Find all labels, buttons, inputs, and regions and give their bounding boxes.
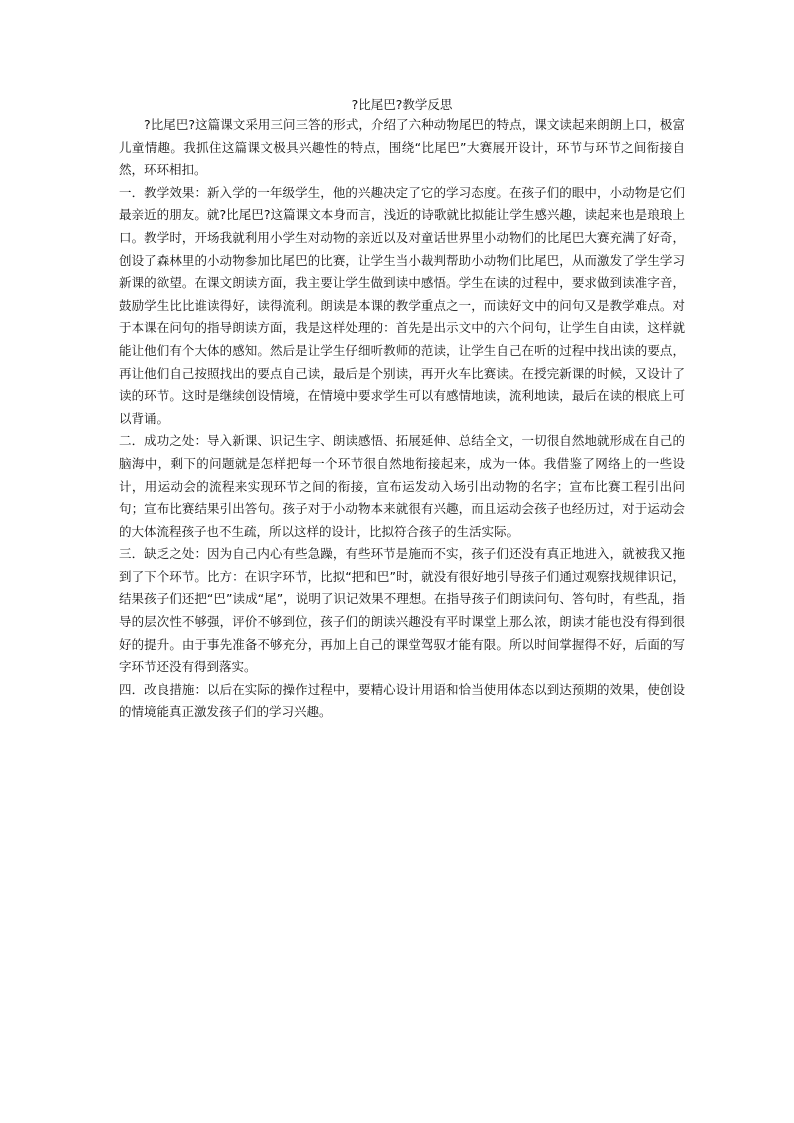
document-page [119,96,685,724]
teaching-effect-paragraph: 一．教学效果：新入学的一年级学生，他的兴趣决定了它的学习态度。在孩子们的眼中，小动物是它们最亲近的朋友。就?比尾巴?这篇课文本身而言，浅近的诗歌就比拟能让学生感兴趣，读起来也是琅琅上口。教学时，开场我就利用小学生对动物的亲近以及对童话世界里小动物们的比尾巴大赛充满了好奇，创设了森林里的小动物参加比尾巴的比赛，让学生当小裁判帮助小动物们比尾巴，从而激发了学生学习新课的欲望。在课文朗读方面，我主要让学生做到读中感悟。学生在读的过程中，要求做到读准字音，鼓励学生比比谁读得好，读得流利。朗读是本课的教学重点之一，而读好文中的问句又是教学难点。对于本课在问句的指导朗读方面，我是这样处理的：首先是出示文中的六个问句，让学生自由读，这样就能让他们有个大体的感知。然后是让学生仔细听教师的范读，让学生自己在听的过程中找出读的要点，再让他们自己按照找出的要点自己读，最后是个别读，再开火车比赛读。在授完新课的时候，又设计了读的环节。这时是继续创设情境，在情境中要求学生可以有感情地读，流利地读，最后在读的根底上可以背诵。 [119,184,685,426]
shortcomings-paragraph: 三．缺乏之处：因为自己内心有些急躁，有些环节是施而不实，孩子们还没有真正地进入，就被我又拖到了下个环节。比方：在识字环节，比拟“把和巴”时，就没有很好地引导孩子们通过观察找规律识记，结果孩子们还把“巴”读成“尾”，说明了识记效果不理想。在指导孩子们朗读问句、答句时，有些乱，指导的层次性不够强，评价不够到位，孩子们的朗读兴趣没有平时课堂上那么浓，朗读才能也没有得到很好的提升。由于事先准备不够充分，再加上自己的课堂驾驭才能有限。所以时间掌握得不好，后面的写字环节还没有得到落实。 [119,546,685,675]
improvement-paragraph: 四．改良措施：以后在实际的操作过程中，要精心设计用语和恰当使用体态以到达预期的效果，使创设的情境能真正激发孩子们的学习兴趣。 [119,681,685,720]
document-title: ?比尾巴?教学反思 [351,97,453,112]
success-paragraph: 二．成功之处：导入新课、识记生字、朗读感悟、拓展延伸、总结全文，一切很自然地就形成在自己的脑海中，剩下的问题就是怎样把每一个环节很自然地衔接起来，成为一体。我借鉴了网络上的一些设计，用运动会的流程来实现环节之间的衔接，宣布运发动入场引出动物的名字；宣布比赛工程引出问句；宣布比赛结果引出答句。孩子对于小动物本来就很有兴趣，而且运动会孩子也经历过，对于运动会的大体流程孩子也不生疏，所以这样的设计，比拟符合孩子的生活实际。 [119,433,685,539]
intro-paragraph: ?比尾巴?这篇课文采用三问三答的形式，介绍了六种动物尾巴的特点，课文读起来朗朗上口，极富儿童情趣。我抓住这篇课文极具兴趣性的特点，围绕“比尾巴”大赛展开设计，环节与环节之间衔接自然，环环相扣。 [119,117,685,178]
